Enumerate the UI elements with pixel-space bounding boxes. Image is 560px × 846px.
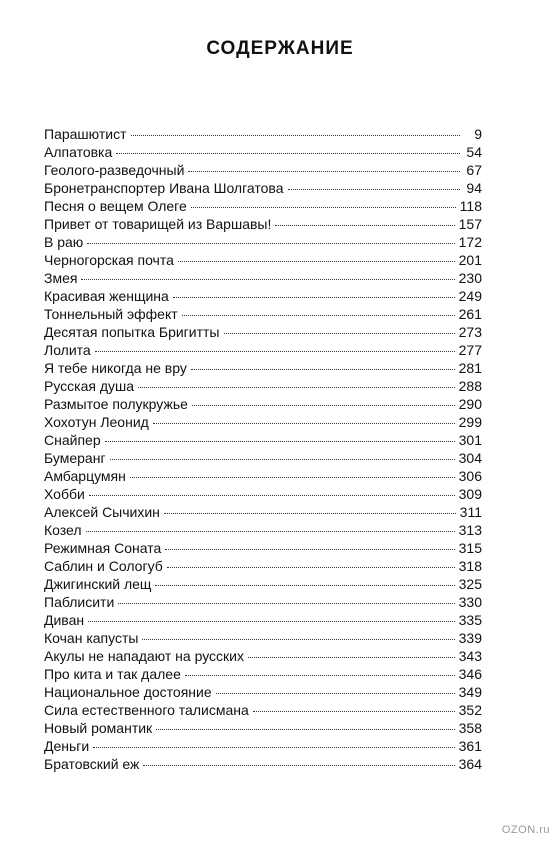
toc-entry-title: Я тебе никогда не вру — [44, 360, 187, 376]
toc-entry-title: Сила естественного талисмана — [44, 702, 249, 718]
toc-entry-title: Паблисити — [44, 594, 115, 610]
toc-entry — [44, 737, 482, 755]
toc-entry-page: 364 — [458, 756, 482, 772]
dot-leader — [253, 711, 455, 712]
toc-entry — [44, 629, 482, 647]
dot-leader — [248, 657, 455, 658]
toc-entry — [44, 719, 482, 737]
dot-leader — [93, 747, 454, 748]
toc-entry-page: 273 — [458, 324, 482, 340]
toc-entry — [44, 377, 482, 395]
dot-leader — [110, 459, 455, 460]
toc-entry — [44, 323, 482, 341]
toc-entry — [44, 683, 482, 701]
toc-entry-page: 290 — [458, 396, 482, 412]
table-of-contents — [44, 125, 482, 773]
toc-entry — [44, 755, 482, 773]
toc-entry — [44, 503, 482, 521]
toc-entry-page: 358 — [458, 720, 482, 736]
toc-entry-title: Амбарцумян — [44, 468, 126, 484]
toc-entry — [44, 593, 482, 611]
toc-entry — [44, 179, 482, 197]
toc-entry — [44, 233, 482, 251]
toc-entry — [44, 413, 482, 431]
toc-entry-page: 54 — [466, 144, 482, 160]
toc-entry — [44, 467, 482, 485]
toc-entry-page: 281 — [458, 360, 482, 376]
dot-leader — [167, 567, 455, 568]
toc-entry-page: 318 — [458, 558, 482, 574]
toc-entry-title: Размытое полукружье — [44, 396, 188, 412]
dot-leader — [95, 351, 455, 352]
toc-entry-title: Геолого-разведочный — [44, 162, 185, 178]
toc-entry — [44, 431, 482, 449]
dot-leader — [224, 333, 455, 334]
dot-leader — [188, 171, 460, 172]
dot-leader — [191, 369, 455, 370]
toc-entry-title: Новый романтик — [44, 720, 153, 736]
toc-entry-title: Братовский еж — [44, 756, 140, 772]
toc-entry — [44, 197, 482, 215]
dot-leader — [116, 153, 460, 154]
toc-entry-page: 309 — [458, 486, 482, 502]
dot-leader — [173, 297, 455, 298]
toc-entry-page: 157 — [458, 216, 482, 232]
toc-entry-page: 304 — [458, 450, 482, 466]
toc-entry-title: Саблин и Сологуб — [44, 558, 163, 574]
toc-entry — [44, 161, 482, 179]
toc-entry-page: 339 — [458, 630, 482, 646]
toc-entry-title: Хохотун Леонид — [44, 414, 149, 430]
toc-entry-page: 67 — [466, 162, 482, 178]
dot-leader — [156, 729, 454, 730]
dot-leader — [142, 639, 454, 640]
toc-entry — [44, 287, 482, 305]
dot-leader — [155, 585, 454, 586]
toc-entry-page: 346 — [458, 666, 482, 682]
toc-entry — [44, 449, 482, 467]
toc-entry-page: 299 — [458, 414, 482, 430]
toc-entry — [44, 575, 482, 593]
dot-leader — [88, 621, 455, 622]
toc-entry — [44, 665, 482, 683]
toc-entry — [44, 557, 482, 575]
toc-entry-title: Про кита и так далее — [44, 666, 181, 682]
toc-entry-page: 325 — [458, 576, 482, 592]
toc-entry-page: 9 — [474, 126, 482, 142]
toc-entry-title: Режимная Соната — [44, 540, 162, 556]
dot-leader — [191, 207, 456, 208]
toc-entry-page: 361 — [458, 738, 482, 754]
toc-entry-page: 249 — [458, 288, 482, 304]
dot-leader — [288, 189, 461, 190]
page-title: СОДЕРЖАНИЕ — [206, 38, 354, 59]
toc-entry-page: 201 — [458, 252, 482, 268]
toc-entry-page: 315 — [458, 540, 482, 556]
toc-entry — [44, 305, 482, 323]
toc-entry — [44, 395, 482, 413]
toc-entry-title: Красивая женщина — [44, 288, 169, 304]
dot-leader — [138, 387, 455, 388]
dot-leader — [87, 243, 454, 244]
toc-entry — [44, 647, 482, 665]
toc-entry-title: Бумеранг — [44, 450, 106, 466]
toc-entry — [44, 539, 482, 557]
dot-leader — [118, 603, 454, 604]
toc-entry-title: Тоннельный эффект — [44, 306, 178, 322]
toc-entry-page: 301 — [458, 432, 482, 448]
dot-leader — [131, 135, 461, 136]
toc-entry — [44, 125, 482, 143]
toc-entry-title: Русская душа — [44, 378, 135, 394]
dot-leader — [81, 279, 454, 280]
dot-leader — [185, 675, 455, 676]
toc-entry-title: Бронетранспортер Ивана Шолгатова — [44, 180, 284, 196]
dot-leader — [89, 495, 455, 496]
toc-entry-title: Акулы не нападают на русских — [44, 648, 244, 664]
toc-entry — [44, 251, 482, 269]
toc-entry — [44, 269, 482, 287]
dot-leader — [130, 477, 455, 478]
dot-leader — [178, 261, 455, 262]
toc-entry-page: 349 — [458, 684, 482, 700]
toc-entry-page: 288 — [458, 378, 482, 394]
toc-entry-page: 352 — [458, 702, 482, 718]
toc-entry-title: Кочан капусты — [44, 630, 139, 646]
toc-entry — [44, 521, 482, 539]
toc-entry-page: 343 — [458, 648, 482, 664]
toc-entry-title: Змея — [44, 270, 78, 286]
toc-entry-title: Песня о вещем Олеге — [44, 198, 187, 214]
toc-entry-page: 230 — [458, 270, 482, 286]
toc-entry-title: Алпатовка — [44, 144, 113, 160]
toc-entry-title: Черногорская почта — [44, 252, 174, 268]
toc-entry-page: 94 — [466, 180, 482, 196]
toc-entry-page: 277 — [458, 342, 482, 358]
dot-leader — [153, 423, 455, 424]
toc-entry-page: 118 — [459, 198, 482, 214]
toc-entry-title: В раю — [44, 234, 84, 250]
toc-entry-page: 261 — [458, 306, 482, 322]
toc-entry-title: Привет от товарищей из Варшавы! — [44, 216, 272, 232]
dot-leader — [105, 441, 455, 442]
toc-entry — [44, 341, 482, 359]
toc-entry — [44, 485, 482, 503]
toc-entry-page: 313 — [458, 522, 482, 538]
toc-entry-page: 335 — [458, 612, 482, 628]
toc-entry-title: Лолита — [44, 342, 91, 358]
toc-entry-page: 330 — [458, 594, 482, 610]
toc-entry-title: Козел — [44, 522, 82, 538]
toc-entry-title: Национальное достояние — [44, 684, 212, 700]
dot-leader — [192, 405, 455, 406]
dot-leader — [86, 531, 455, 532]
toc-entry — [44, 215, 482, 233]
toc-entry — [44, 701, 482, 719]
toc-entry-title: Диван — [44, 612, 85, 628]
toc-entry-title: Парашютист — [44, 126, 127, 142]
toc-entry-title: Деньги — [44, 738, 90, 754]
toc-entry-title: Хобби — [44, 486, 85, 502]
dot-leader — [182, 315, 455, 316]
toc-entry-title: Джигинский лещ — [44, 576, 152, 592]
toc-entry — [44, 611, 482, 629]
toc-entry-title: Десятая попытка Бригитты — [44, 324, 220, 340]
toc-entry-title: Снайпер — [44, 432, 101, 448]
toc-entry-page: 311 — [459, 504, 482, 520]
toc-entry-title: Алексей Сычихин — [44, 504, 160, 520]
dot-leader — [143, 765, 454, 766]
toc-entry-page: 172 — [458, 234, 482, 250]
toc-entry — [44, 359, 482, 377]
dot-leader — [165, 549, 454, 550]
dot-leader — [275, 225, 454, 226]
dot-leader — [164, 513, 456, 514]
toc-entry — [44, 143, 482, 161]
toc-entry-page: 306 — [458, 468, 482, 484]
ozon-watermark: OZON.ru — [501, 824, 550, 836]
dot-leader — [216, 693, 455, 694]
